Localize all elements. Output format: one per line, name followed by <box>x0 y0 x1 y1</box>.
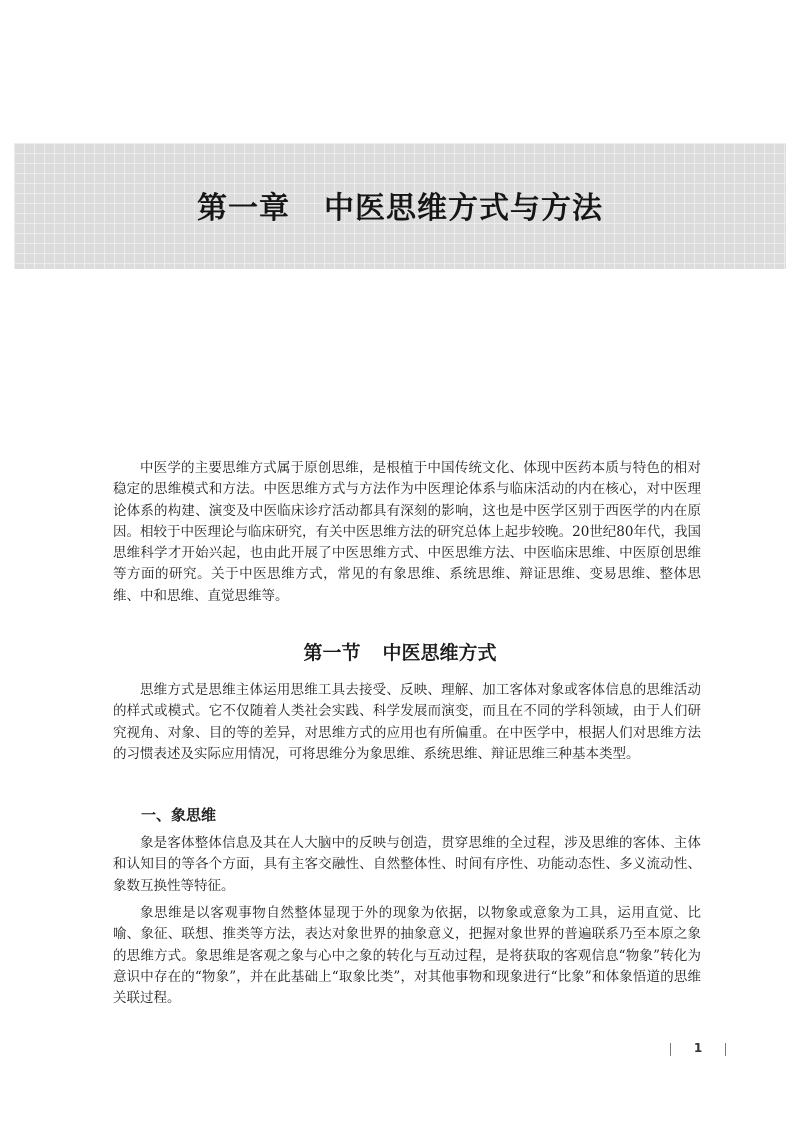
chapter-label: 第一章 <box>197 191 290 226</box>
section-title <box>0 638 800 665</box>
subsection-title: 一、象思维 <box>141 806 217 824</box>
chapter-title <box>14 183 786 227</box>
subsection-paragraph-2: 象思维是以客观事物自然整体显现于外的现象为依据，以物象或意象为工具，运用直觉、比喻、象征、联想、推类等方法，表达对象世界的抽象意义，把握对象世界的普遍联系乃至本原之象的思维方式。象思维是客观之象与心中之象的转化与互动过程，是将获取的客观信息“物象”转化为意识中存在的“物象”，并在此基础上“取象比类”，对其他事物和现象进行“比象”和体象悟道的思维关联过程。 <box>113 905 701 1007</box>
page-number-right-rule <box>725 1043 726 1056</box>
subsection-paragraph-1: 象是客体整体信息及其在人大脑中的反映与创造，贯穿思维的全过程，涉及思维的客体、主体和认知目的等各个方面，具有主客交融性、自然整体性、时间有序性、功能动态性、多义流动性、象数互换性等特征。 <box>113 835 701 894</box>
intro-paragraph: 中医学的主要思维方式属于原创思维，是根植于中国传统文化、体现中医药本质与特色的相对稳定的思维模式和方法。中医思维方式与方法作为中医理论体系与临床活动的内在核心，对中医理论体系的构建、演变及中医临床诊疗活动都具有深刻的影响，这也是中医学区别于西医学的内在原因。相较于中医理论与临床研究，有关中医思维方法的研究总体上起步较晚。20世纪80年代，我国思维科学才开始兴起，也由此开展了中医思维方式、中医思维方法、中医临床思维、中医原创思维等方面的研究。关于中医思维方式，常见的有象思维、系统思维、辩证思维、变易思维、整体思维、中和思维、直觉思维等。 <box>113 460 701 604</box>
chapter-name: 中医思维方式与方法 <box>324 191 603 226</box>
section-name: 中医思维方式 <box>382 642 497 664</box>
section-label: 第一节 <box>303 642 361 664</box>
page-number <box>670 1041 726 1059</box>
section-paragraph: 思维方式是思维主体运用思维工具去接受、反映、理解、加工客体对象或客体信息的思维活动的样式或模式。它不仅随着人类社会实践、科学发展而演变，而且在不同的学科领域，由于人们研究视角、对象、目的等的差异，对思维方式的应用也有所偏重。在中医学中，根据人们对思维方法的习惯表述及实际应用情况，可将思维分为象思维、系统思维、辩证思维三种基本类型。 <box>113 682 701 762</box>
chapter-header-band <box>14 143 786 269</box>
page-number-text: 1 <box>693 1041 703 1055</box>
